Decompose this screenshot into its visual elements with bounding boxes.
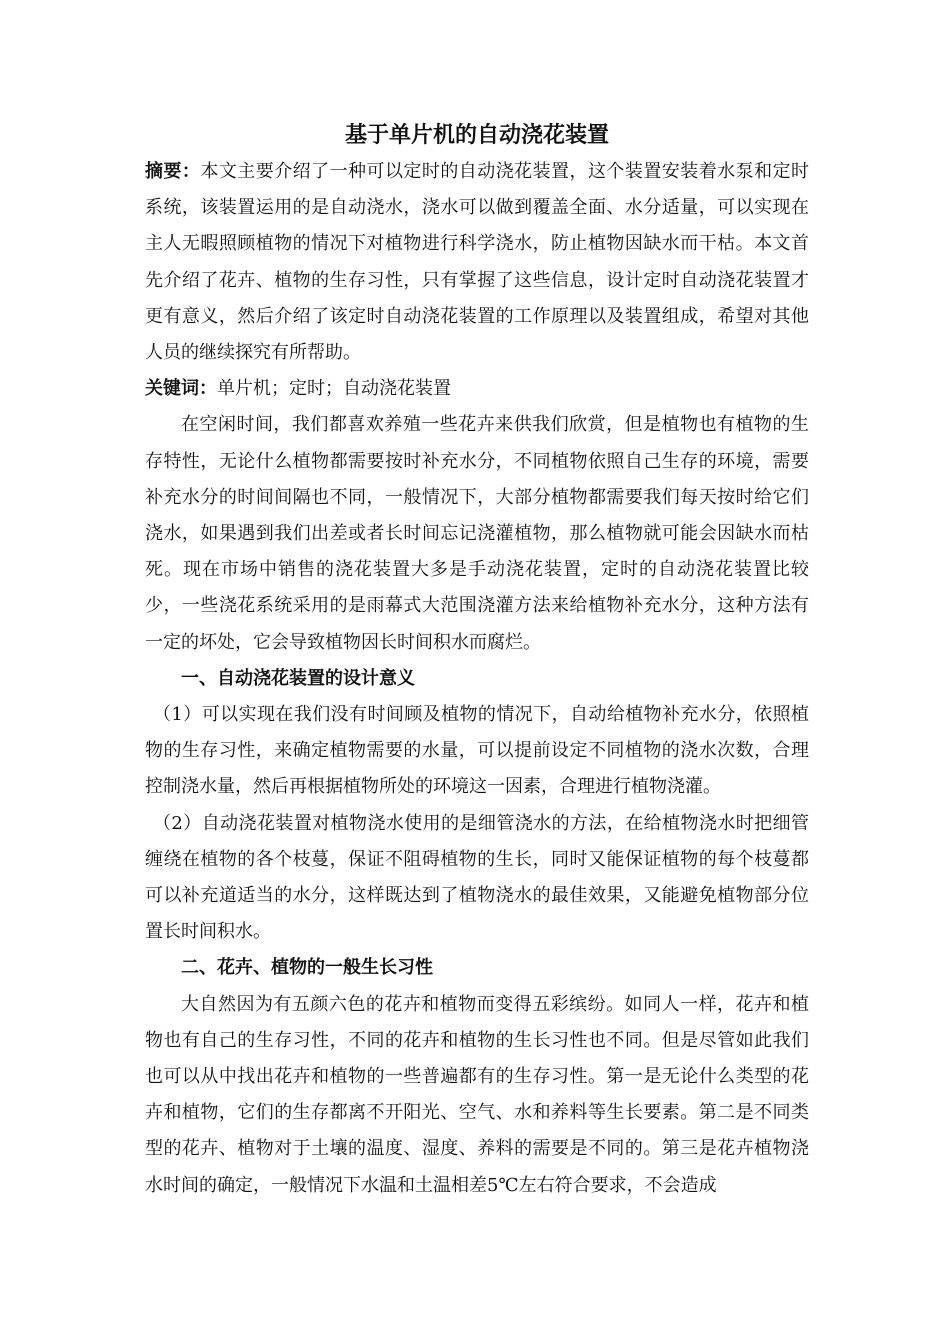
abstract-label: 摘要： xyxy=(145,161,201,182)
abstract-paragraph xyxy=(145,154,809,371)
intro-paragraph: 在空闲时间，我们都喜欢养殖一些花卉来供我们欣赏，但是植物也有植物的生存特性，无论什么植物都需要按时补充水分，不同植物依照自己生存的环境，需要补充水分的时间间隔也不同，一般情况下，大部分植物都需要我们每天按时给它们浇水，如果遇到我们出差或者长时间忘记浇灌植物，那么植物就可能会因缺水而枯死。现在市场中销售的浇花装置大多是手动浇花装置，定时的自动浇花装置比较少，一些浇花系统采用的是雨幕式大范围浇灌方法来给植物补充水分，这种方法有一定的坏处，它会导致植物因长时间积水而腐烂。 xyxy=(145,414,809,653)
section1-heading: 一、自动浇花装置的设计意义 xyxy=(181,667,415,689)
abstract-text: 本文主要介绍了一种可以定时的自动浇花装置，这个装置安装着水泵和定时系统，该装置运用的是自动浇水，浇水可以做到覆盖全面、水分适量，可以实现在主人无暇照顾植物的情况下对植物进行科学浇水，防止植物因缺水而干枯。本文首先介绍了花卉、植物的生存习性，只有掌握了这些信息，设计定时自动浇花装置才更有意义，然后介绍了该定时自动浇花装置的工作原理以及装置组成，希望对其他人员的继续探究有所帮助。 xyxy=(145,161,810,364)
keywords-text: 单片机；定时；自动浇花装置 xyxy=(217,378,451,400)
section1-item-2: （2）自动浇花装置对植物浇水使用的是细管浇水的方法，在给植物浇水时把细管缠绕在植物的各个枝蔓，保证不阻碍植物的生长，同时又能保证植物的每个枝蔓都可以补充道适当的水分，这样既达到了植物浇水的最佳效果，又能避免植物部分位置长时间积水。 xyxy=(145,812,809,943)
paper-title: 基于单片机的自动浇花装置 xyxy=(344,123,609,148)
keywords-line xyxy=(145,371,809,407)
section2-heading: 二、花卉、植物的一般生长习性 xyxy=(181,957,433,979)
keywords-label: 关键词： xyxy=(145,378,217,400)
section2-paragraph: 大自然因为有五颜六色的花卉和植物而变得五彩缤纷。如同人一样，花卉和植物也有自己的生存习性，不同的花卉和植物的生长习性也不同。但是尽管如此我们也可以从中找出花卉和植物的一些普遍都有的生存习性。第一是无论什么类型的花卉和植物，它们的生存都离不开阳光、空气、水和养料等生长要素。第二是不同类型的花卉、植物对于土壤的温度、湿度、养料的需要是不同的。第三是花卉植物浇水时间的确定，一般情况下水温和土温相差5℃左右符合要求，不会造成 xyxy=(145,993,809,1196)
section1-item-1: （1）可以实现在我们没有时间顾及植物的情况下，自动给植物补充水分，依照植物的生存习性，来确定植物需要的水量，可以提前设定不同植物的浇水次数，合理控制浇水量，然后再根据植物所处的环境这一因素，合理进行植物浇灌。 xyxy=(145,704,809,798)
document-page xyxy=(145,118,809,1204)
